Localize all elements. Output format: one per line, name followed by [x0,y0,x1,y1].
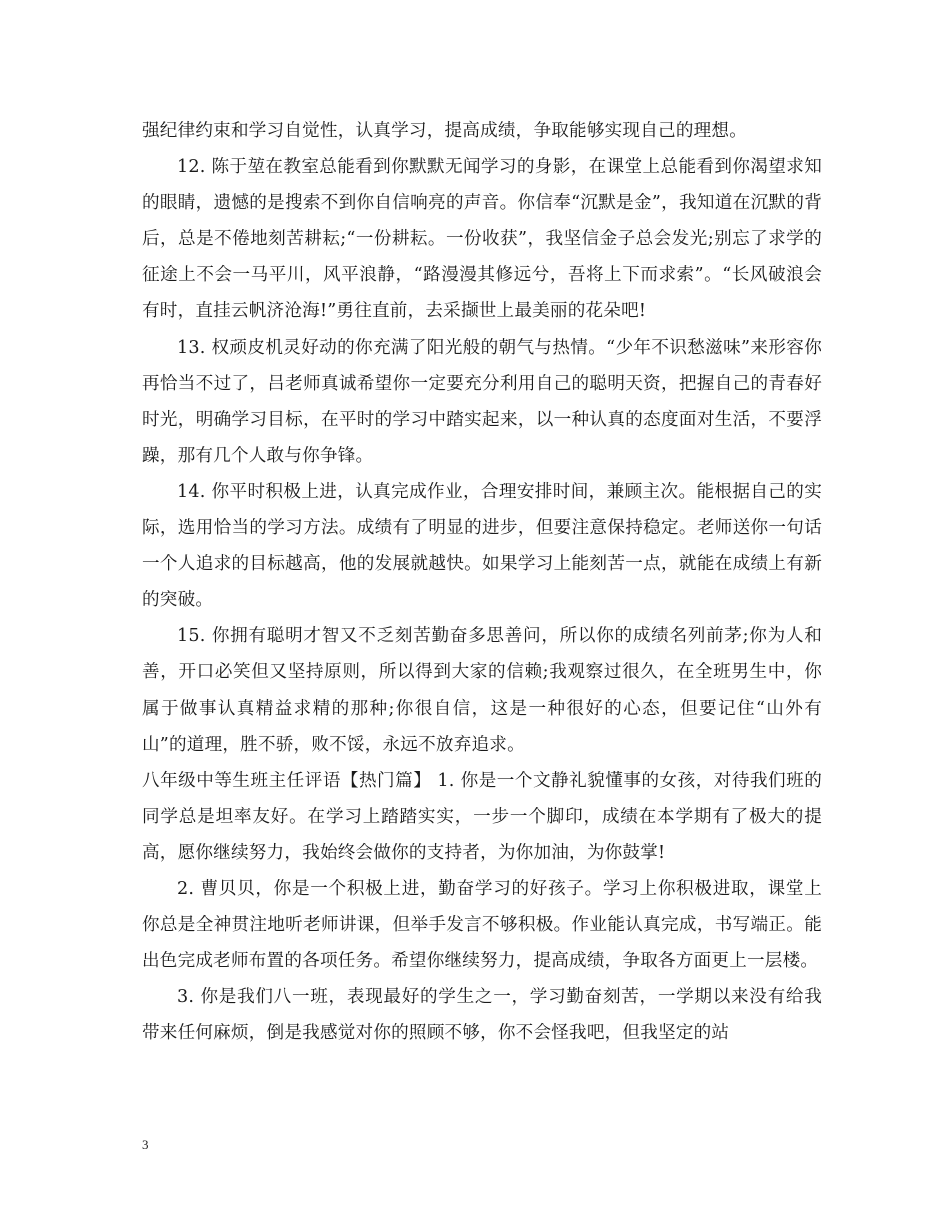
paragraph-comment-2: 2. 曹贝贝，你是一个积极上进，勤奋学习的好孩子。学习上你积极进取，课堂上你总是全神贯注地听老师讲课，但举手发言不够积极。作业能认真完成，书写端正。能出色完成老师布置的各项任务。希望你继续努力，提高成绩，争取各方面更上一层楼。 [142,878,822,972]
paragraph-comment-12: 12. 陈于堃在教室总能看到你默默无闻学习的身影，在课堂上总能看到你渴望求知的眼睛，遗憾的是搜索不到你自信响亮的声音。你信奉“沉默是金”，我知道在沉默的背后，总是不倦地刻苦耕耘;“一份耕耘。一份收获”，我坚信金子总会发光;别忘了求学的征途上不会一马平川，风平浪静，“路漫漫其修远兮，吾将上下而求索”。“长风破浪会有时，直挂云帆济沧海!”勇往直前，去采撷世上最美丽的花朵吧! [142,157,822,322]
document-body [142,113,822,1051]
paragraph-section-heading-comment-1: 八年级中等生班主任评语【热门篇】 1. 你是一个文静礼貌懂事的女孩，对待我们班的同学总是坦率友好。在学习上踏踏实实，一步一个脚印，成绩在本学期有了极大的提高，愿你继续努力，我始终会做你的支持者，为你加油，为你鼓掌! [142,770,822,863]
paragraph-comment-13: 13. 权顽皮机灵好动的你充满了阳光般的朝气与热情。“少年不识愁滋味”来形容你再恰当不过了，吕老师真诚希望你一定要充分利用自己的聪明天资，把握自己的青春好时光，明确学习目标，在平时的学习中踏实起来，以一种认真的态度面对生活，不要浮躁，那有几个人敢与你争锋。 [142,337,822,466]
paragraph-comment-14: 14. 你平时积极上进，认真完成作业，合理安排时间，兼顾主次。能根据自己的实际，选用恰当的学习方法。成绩有了明显的进步，但要注意保持稳定。老师送你一句话一个人追求的目标越高，他的发展就越快。如果学习上能刻苦一点，就能在成绩上有新的突破。 [142,481,822,611]
page-number: 3 [142,1137,149,1152]
paragraph-comment-15: 15. 你拥有聪明才智又不乏刻苦勤奋多思善问，所以你的成绩名列前茅;你为人和善，开口必笑但又坚持原则，所以得到大家的信赖;我观察过很久，在全班男生中，你属于做事认真精益求精的那种;你很自信，这是一种很好的心态，但要记住“山外有山”的道理，胜不骄，败不馁，永远不放弃追求。 [142,626,822,755]
paragraph-comment-3: 3. 你是我们八一班，表现最好的学生之一，学习勤奋刻苦，一学期以来没有给我带来任何麻烦，倒是我感觉对你的照顾不够，你不会怪我吧，但我坚定的站 [142,987,822,1044]
paragraph-continuation: 强纪律约束和学习自觉性，认真学习，提高成绩，争取能够实现自己的理想。 [142,121,747,141]
